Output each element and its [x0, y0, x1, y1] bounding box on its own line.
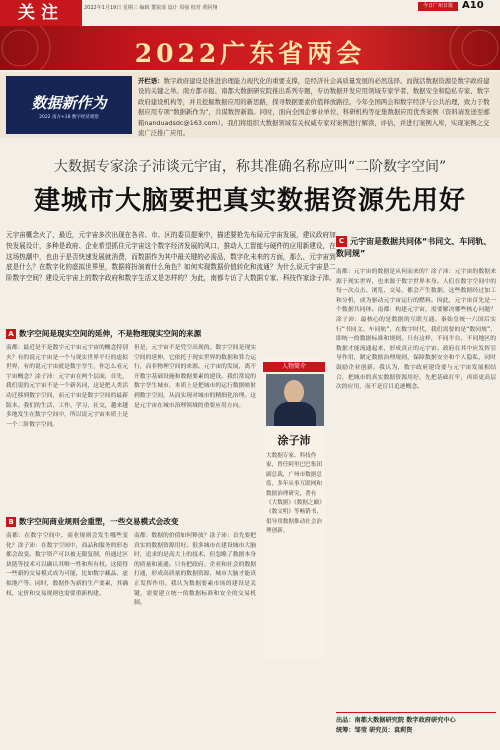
portrait-head	[284, 380, 304, 404]
section-b-column-1: 南都：在数字空间中，商业规则会发生哪些变化？涂子沛：在数字空间中，商品和服务的形态都会改变。数字资产可以被无限复制，但通过区块链等技术可以确认其唯一性和所有权。这使得一些新的交易模式成为可能，比如数字藏品、虚拟地产等。同时，数据作为新的生产要素，其确权、定价和交易规则也需要重新构建。	[6, 533, 128, 597]
column-logo	[6, 76, 132, 134]
section-a-title: 数字空间是现实空间的延伸，不是物理现实空间的来源	[19, 329, 202, 338]
profile-tag: 人物简介	[263, 362, 325, 372]
section-c-heading	[336, 236, 496, 260]
portrait-body	[274, 402, 316, 426]
section-b-title: 数字空间商业规则会重塑，一些交易模式会改变	[19, 517, 179, 526]
headline: 建城市大脑要把真实数据资源先用好	[33, 186, 466, 216]
section-c-badge: C	[336, 236, 347, 247]
section-b-column-2: 南都：数据的价值如何释放？涂子沛：首先要把真实的数据资源用好。很多城市在建设城市大脑时，追求的是高大上的技术，但忽略了数据本身的质量和流通。只有把政府、企业和社会的数据打通，形成高质量的数据资源，城市大脑才能真正发挥作用。我认为数据要素市场的建设是关键，需要建立统一的数据标准和安全的交易机制。	[134, 533, 256, 607]
intro-label: 开栏语：	[138, 77, 164, 85]
intro-body: 数字政府建设是推进治理能力现代化的重要支撑，是经济社会高质量发展的必然选择。而做活数据资源是数字政府建设的关键之举。南方都市报、南都大数据研究院推出系列专题，专访数据开发应用领域专家学者、数据安全和隐私专家、数字政府建设机构等，并且挖掘数据应用的新思路，探寻数据要素价值释放路径。今年全国两会和数字经济与公共治理，致力于数据应用专项“数据新作为”，共谋数智新篇。同时，面向全国企事业单位、科研机构等征集数据应用优秀案例（资料请发送至邮箱nanduadsdc@163.com）。我们将组织大数据领域有关权威专家对案例进行解读、评估，并进行案例入库，实现案例之交流广泛推广应用。	[138, 77, 490, 138]
section-b-heading	[6, 516, 178, 527]
credit-line-1: 出品：南都大数据研究院 数字政府研究中心	[336, 717, 456, 724]
page-number: A10	[462, 0, 484, 11]
logo-title: 数据新作为	[31, 94, 107, 112]
section-c-body: 南都：元宇宙的数据是从何而来的？涂子沛：元宇宙的数据来源于现实世界，也来源于数字世界本身。人们在数字空间中的每一次点击、浏览、交易，都会产生数据。这些数据经过加工和分析，成为驱动元宇宙运行的燃料。因此，元宇宙首先是一个数据共同体。南都：构建元宇宙，需要解决哪些核心问题？涂子沛：最核心的是数据的互联互通。秦始皇统一六国后实行“书同文、车同轨”，在数字时代，我们需要的是“数同规”，即统一的数据标准和规则。只有这样，不同平台、不同地区的数据才能流通起来，形成真正的元宇宙。政府在其中应发挥引导作用，制定数据治理规则，保障数据安全和个人隐私，同时鼓励企业创新。我认为，数字政府建设要与元宇宙发展相结合，把城市的真实数据资源用好，先把基础打牢，再谈更高层次的应用，而不是盲目追逐概念。	[336, 269, 496, 391]
profile-bio: 大数据专家、科技作家，曾任阿里巴巴集团副总裁，广州市数据总监，多年从事互联网和数据治理研究，著有《大数据》《数据之巅》《数文明》等畅销书，倡导用数据推动社会治理创新。	[266, 453, 322, 535]
logo-subtitle: 2022 南方+18 数字经济观察	[39, 115, 99, 120]
header-tag: 今日广州日报	[418, 2, 458, 11]
section-b-badge: B	[6, 517, 16, 527]
portrait-photo	[266, 374, 324, 426]
credit-divider	[336, 712, 496, 713]
section-label: 关注	[0, 0, 82, 26]
lead-paragraph: 元宇宙概念火了，最近，元宇宙多次出现在各省、市、区的委员提案中，描述要抢先布局元宇宙发展，建议政府加快发展设计，多种是政府、企业希望抓住元宇宙这个数字经济发展的风口，推动人工智能与硬件的应用新建设，在这场热潮中，也由于是否快速发展就消费，而数据作为其中最关键的必需品，数字化未来的方面，那么，元宇宙到底是什么？在数字化的虚拟世界里，数据将扮演着什么角色？如何实现数据价值转化和流通？为什么说元宇宙是二阶数字空间？建设元宇宙上的数字政府和数字生活又是怎样的？为此，南都专访了大数据专家、科技作家涂子沛。	[6, 231, 336, 283]
section-a-column-1: 南都：最近是不是数字元宇宙元宇宙的概念特别火？有的说元宇宙是一个与现实世界平行的虚拟世界，有的说元宇宙就是数字孪生，你怎么看元宇宙概念？涂子沛：元宇宙在两个层面，首先，我们说的元宇宙不是一个新名词，这是把人类活动迁移到数字空间，而元宇宙是数字空间的最新版本。我们的生活、工作、学习、社交，越来越多地发生在数字空间中，所以说元宇宙本质上是一个二阶数字空间。	[6, 345, 128, 428]
banner	[0, 26, 500, 70]
banner-title: 2022广东省两会	[134, 39, 366, 68]
profile-name: 涂子沛	[277, 434, 311, 447]
section-c-title: 元宇宙是数据共同体“书同文、车同轨、数同规”	[336, 237, 492, 258]
date-line: 2022年1月19日 星期三 编辑 董锐琦 设计 周强 校对 黄阿翔	[84, 5, 218, 11]
section-a-heading	[6, 328, 201, 339]
credit-line-2: 统筹：邹莹 研究员：袁莉资	[336, 727, 413, 734]
credit-block	[336, 716, 496, 736]
intro-text	[138, 76, 494, 138]
subheadline: 大数据专家涂子沛谈元宇宙，称其准确名称应叫“二阶数字空间”	[53, 159, 447, 175]
section-a-badge: A	[6, 329, 16, 339]
section-a-column-2: 但是，元宇宙不是凭空出现的。数字空间是现实空间的延伸，它依托于现实世界的数据和算力运行，而非物理空间的来源。元宇宙的发展，离不开数字基础设施和数据要素的建设。我们常说的数字孪生城市，本质上是把城市的运行数据映射到数字空间，从而实现对城市的精细化治理。这是元宇宙在城市治理领域的重要应用方向。	[134, 345, 256, 409]
